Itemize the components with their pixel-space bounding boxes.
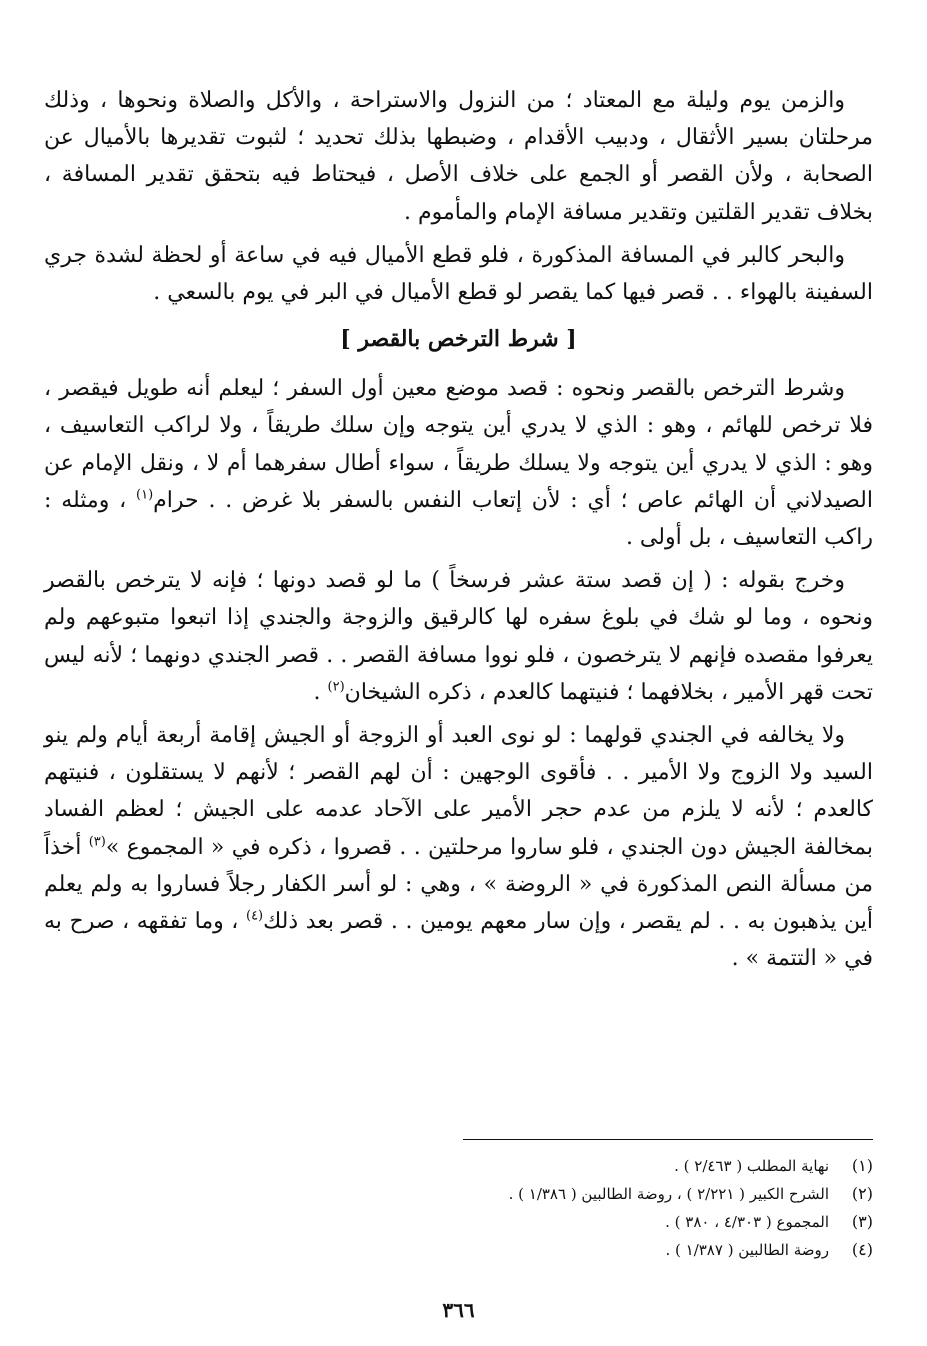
footnote-reference-4[interactable]: (٤) (245, 908, 264, 924)
footnote-reference-3[interactable]: (٣) (88, 834, 106, 850)
footnote-number: (٣) (851, 1212, 873, 1231)
footnote-number: (١) (851, 1156, 873, 1175)
paragraph-condition (44, 370, 873, 556)
paragraph-text: والزمن يوم وليلة مع المعتاد ؛ من النزول والاستراحة ، والأكل والصلاة ونحوها ، وذلك مرحلتان بسير الأثقال ، ودبيب الأقدام ، وضبطها بذلك تحديد ؛ لثبوت تقديرها بالأميال عن الصحابة ، ولأن القصر أو الجمع على خلاف الأصل ، فيحتاط فيه بتحقق تقدير المسافة ، بخلاف تقدير القلتين وتقدير مسافة الإمام والمأموم . (44, 88, 873, 225)
paragraph-text: . (313, 679, 328, 705)
paragraph-text: وشرط الترخص بالقصر ونحوه : قصد موضع معين أول السفر ؛ ليعلم أنه طويل فيقصر ، فلا ترخص للهائم ، وهو : الذي لا يدري أين يتوجه وإن سلك طريقاً ، ولا لراكب التعاسيف ، وهو : الذي لا يدري أين يتوجه ولا يسلك طريقاً ، سواء أطال سفرهما أم لا ، ونقل الإمام عن الصيدلاني أن الهائم عاص ؛ أي : لأن إتعاب النفس بالسفر بلا غرض . . حرام (44, 376, 874, 513)
paragraph-text: ، وما تفقهه ، صرح به في « التتمة » . (44, 909, 873, 972)
footnote-divider (463, 1139, 873, 1140)
footnote-text: المجموع ( ٤/٣٠٣ ، ٣٨٠ ) . (665, 1213, 829, 1231)
footnote-text: الشرح الكبير ( ٢/٢٢١ ) ، روضة الطالبين ( ١/٣٨٦ ) . (508, 1185, 829, 1203)
footnotes-list (44, 1152, 873, 1264)
footnote-text: نهاية المطلب ( ٢/٤٦٣ ) . (674, 1157, 829, 1175)
paragraph-sea-travel (44, 237, 873, 311)
footnote-number: (٤) (851, 1240, 873, 1259)
footnote-item (44, 1208, 873, 1236)
footnote-text: روضة الطالبين ( ١/٣٨٧ ) . (665, 1241, 829, 1259)
paragraph-text: أخذاً من مسألة النص المذكورة في « الروضة » ، وهي : لو أسر الكفار رجلاً فساروا به ولم يعلم أين يذهبون به . . لم يقصر ، وإن سار معهم يومين . . قصر بعد ذلك (44, 834, 873, 935)
section-heading: [ شرط الترخص بالقصر ] (340, 326, 577, 353)
footnote-item (44, 1236, 873, 1264)
paragraph-soldier (44, 717, 873, 977)
page-number: ٣٦٦ (442, 1298, 475, 1322)
paragraph-text: وخرج بقوله : ( إن قصد ستة عشر فرسخاً ) ما لو قصد دونها ؛ فإنه لا يترخص بالقصر ونحوه ، وما لو شك في بلوغ سفره لها كالرقيق والزوجة والجندي إذا اتبعوا متبوعهم ولم يعرفوا مقصده فإنهم لا يترخصون ، فلو نووا مسافة القصر . . قصر الجندي دونهما ؛ لأنه ليس تحت قهر الأمير ، بخلافهما ؛ فنيتهما كالعدم ، ذكره الشيخان (44, 568, 873, 705)
paragraph-exclusion (44, 562, 873, 711)
paragraph-text: ولا يخالفه في الجندي قولهما : لو نوى العبد أو الزوجة أو الجيش إقامة أربعة أيام ولم ينو السيد ولا الزوج ولا الأمير . . فأقوى الوجهين : أن لهم القصر ؛ لأنهم لا يستقلون ، فنيتهم كالعدم ؛ لأنه لا يلزم من عدم حجر الأمير على الآحاد عدمه على الجيش ؛ لعظم الفساد بمخالفة الجيش دون الجندي ، فلو ساروا مرحلتين . . قصروا ، ذكره في « المجموع » (44, 723, 873, 860)
paragraph-text: ، ومثله : راكب التعاسيف ، بل أولى . (44, 487, 873, 551)
book-page (44, 82, 873, 1346)
footnote-reference-2[interactable]: (٢) (327, 679, 345, 695)
footnote-number: (٢) (851, 1184, 873, 1203)
footnote-item (44, 1180, 873, 1208)
footnote-reference-1[interactable]: (١) (136, 487, 154, 503)
paragraph-travel-distance (44, 82, 873, 231)
footnote-item (44, 1152, 873, 1180)
paragraph-text: والبحر كالبر في المسافة المذكورة ، فلو قطع الأميال فيه في ساعة أو لحظة لشدة جري السفينة بالهواء . . قصر فيها كما يقصر لو قطع الأميال في البر في يوم بالسعي . (44, 242, 873, 306)
